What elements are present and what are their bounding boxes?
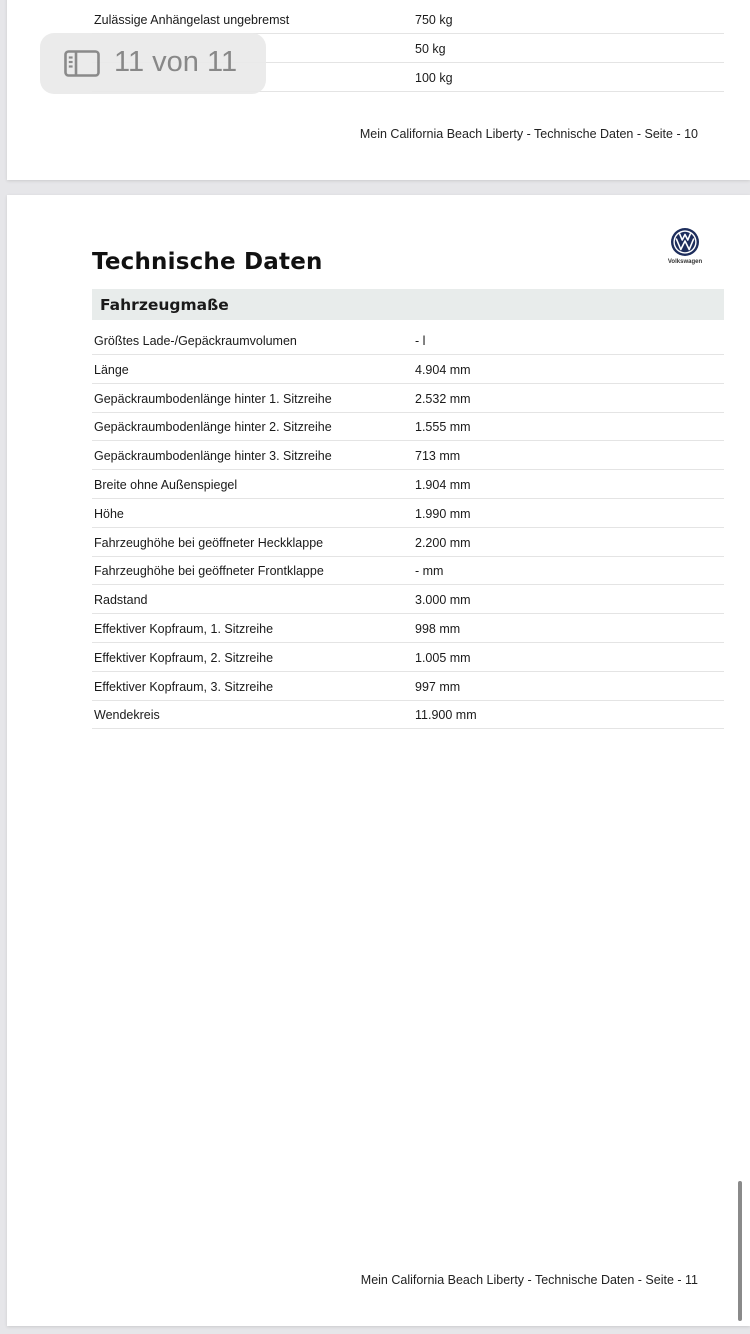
row-label: Fahrzeughöhe bei geöffneter Frontklappe — [94, 564, 324, 578]
page-title: Technische Daten — [92, 249, 323, 275]
pdf-page-11 — [7, 195, 750, 1326]
table-row — [92, 5, 724, 34]
row-label: Radstand — [94, 593, 148, 607]
logo-brand-text: Volkswagen — [667, 259, 703, 265]
section-title: Fahrzeugmaße — [100, 296, 229, 314]
row-label: Gepäckraumbodenlänge hinter 2. Sitzreihe — [94, 420, 332, 434]
table-row — [92, 326, 724, 355]
row-label: Effektiver Kopfraum, 3. Sitzreihe — [94, 680, 274, 694]
table-row — [92, 355, 724, 384]
table-row — [92, 614, 724, 643]
table-row — [92, 499, 724, 528]
row-label: Fahrzeughöhe bei geöffneter Heckklappe — [94, 536, 324, 550]
row-value: 713 mm — [415, 449, 461, 463]
row-value: 750 kg — [415, 13, 453, 27]
row-label: Effektiver Kopfraum, 1. Sitzreihe — [94, 622, 274, 636]
row-value: 2.200 mm — [415, 536, 471, 550]
row-value: 11.900 mm — [415, 708, 477, 722]
row-label: Breite ohne Außenspiegel — [94, 478, 238, 492]
row-value: 998 mm — [415, 622, 461, 636]
table-row — [92, 700, 724, 729]
page-indicator-text: 11 von 11 — [114, 46, 238, 78]
row-label: Größtes Lade-/Gepäckraumvolumen — [94, 334, 297, 348]
row-label: Wendekreis — [94, 708, 160, 722]
table-row — [92, 412, 724, 441]
row-value: 1.005 mm — [415, 651, 471, 665]
row-value: 4.904 mm — [415, 363, 471, 377]
section-header — [92, 289, 724, 320]
row-label: Gepäckraumbodenlänge hinter 1. Sitzreihe — [94, 392, 332, 406]
row-value: 2.532 mm — [415, 392, 471, 406]
table-row — [92, 585, 724, 614]
row-value: - l — [415, 334, 426, 348]
page-footer: Mein California Beach Liberty - Technische Daten - Seite - 11 — [360, 1273, 698, 1287]
table-row — [92, 470, 724, 499]
table-row — [92, 528, 724, 557]
row-label: Effektiver Kopfraum, 2. Sitzreihe — [94, 651, 274, 665]
row-label: Länge — [94, 363, 129, 377]
table-row — [92, 643, 724, 672]
row-value: 100 kg — [415, 71, 453, 85]
row-label: Gepäckraumbodenlänge hinter 3. Sitzreihe — [94, 449, 332, 463]
row-value: - mm — [415, 564, 444, 578]
volkswagen-logo — [662, 227, 708, 265]
sidebar-icon — [64, 50, 100, 77]
row-value: 1.555 mm — [415, 420, 471, 434]
page-footer: Mein California Beach Liberty - Technische Daten - Seite - 10 — [359, 127, 698, 141]
row-label: Zulässige Anhängelast ungebremst — [94, 13, 290, 27]
table-row — [92, 384, 724, 413]
vw-emblem-icon — [670, 227, 700, 257]
row-value: 1.990 mm — [415, 507, 471, 521]
row-value: 997 mm — [415, 680, 461, 694]
scrollbar[interactable] — [738, 1181, 742, 1321]
row-value: 50 kg — [415, 42, 446, 56]
page-indicator[interactable] — [40, 33, 266, 94]
table-row — [92, 556, 724, 585]
row-label: Höhe — [94, 507, 124, 521]
row-value: 3.000 mm — [415, 593, 471, 607]
table-row — [92, 441, 724, 470]
row-value: 1.904 mm — [415, 478, 471, 492]
table-row — [92, 672, 724, 701]
